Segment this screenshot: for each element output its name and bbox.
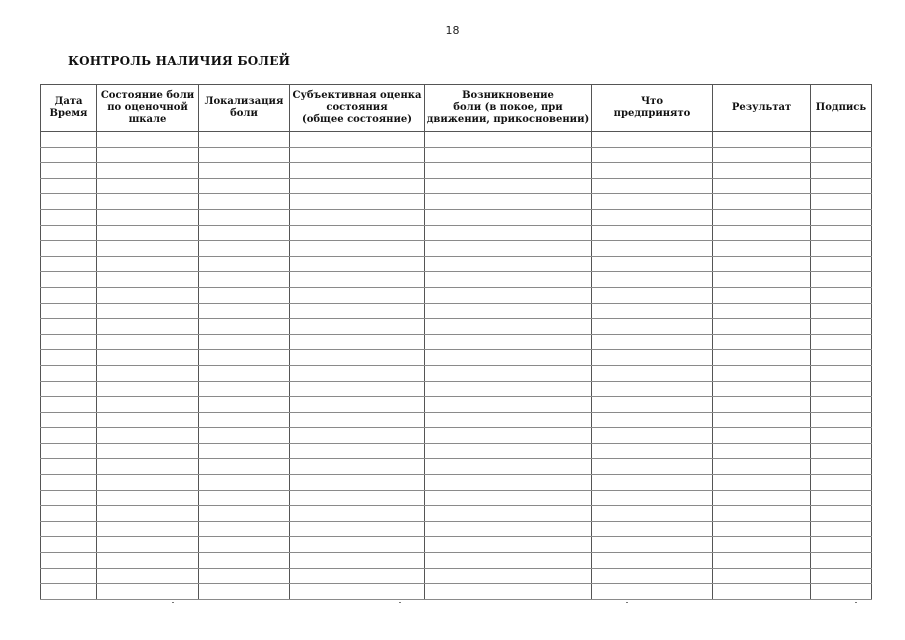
- table-cell: [425, 225, 592, 241]
- table-cell: [425, 209, 592, 225]
- table-cell: [811, 256, 872, 272]
- table-cell: [592, 381, 713, 397]
- table-cell: [592, 412, 713, 428]
- table-cell: [811, 209, 872, 225]
- column-header-result: Результат: [713, 85, 811, 132]
- table-cell: [811, 319, 872, 335]
- table-cell: [425, 256, 592, 272]
- table-cell: [425, 568, 592, 584]
- table-cell: [199, 584, 290, 600]
- table-cell: [713, 428, 811, 444]
- table-cell: [425, 241, 592, 257]
- table-cell: [290, 506, 425, 522]
- page-title: КОНТРОЛЬ НАЛИЧИЯ БОЛЕЙ: [68, 54, 291, 68]
- table-cell: [97, 272, 199, 288]
- table-cell: [41, 553, 97, 569]
- table-cell: [592, 490, 713, 506]
- table-cell: [290, 272, 425, 288]
- table-cell: [811, 303, 872, 319]
- table-cell: [290, 287, 425, 303]
- table-cell: [199, 350, 290, 366]
- table-cell: [811, 163, 872, 179]
- table-row: [41, 428, 872, 444]
- table-cell: [425, 350, 592, 366]
- table-cell: [199, 319, 290, 335]
- table-cell: [290, 568, 425, 584]
- table-cell: [592, 163, 713, 179]
- table-cell: [97, 475, 199, 491]
- table-cell: [713, 568, 811, 584]
- table-cell: [592, 475, 713, 491]
- table-cell: [97, 163, 199, 179]
- table-cell: [290, 490, 425, 506]
- table-cell: [41, 147, 97, 163]
- table-cell: [41, 194, 97, 210]
- table-cell: [811, 178, 872, 194]
- table-cell: [41, 209, 97, 225]
- table-cell: [425, 194, 592, 210]
- table-cell: [425, 303, 592, 319]
- table-cell: [199, 178, 290, 194]
- table-cell: [592, 584, 713, 600]
- table-row: [41, 584, 872, 600]
- table-cell: [41, 490, 97, 506]
- table-cell: [811, 334, 872, 350]
- table-cell: [425, 412, 592, 428]
- table-row: [41, 553, 872, 569]
- table-cell: [41, 365, 97, 381]
- table-cell: [97, 194, 199, 210]
- table-cell: [425, 584, 592, 600]
- table-cell: [811, 365, 872, 381]
- table-cell: [713, 537, 811, 553]
- table-cell: [811, 443, 872, 459]
- table-cell: [199, 256, 290, 272]
- table-cell: [592, 428, 713, 444]
- scan-mark: [399, 602, 401, 603]
- table-cell: [199, 412, 290, 428]
- table-row: [41, 132, 872, 148]
- table-cell: [425, 381, 592, 397]
- table-cell: [290, 397, 425, 413]
- table-cell: [713, 163, 811, 179]
- table-cell: [592, 287, 713, 303]
- table-cell: [425, 506, 592, 522]
- table-cell: [41, 241, 97, 257]
- table-row: [41, 459, 872, 475]
- table-cell: [41, 319, 97, 335]
- table-cell: [713, 256, 811, 272]
- table-cell: [199, 272, 290, 288]
- table-row: [41, 178, 872, 194]
- table-row: [41, 412, 872, 428]
- table-cell: [713, 241, 811, 257]
- table-cell: [592, 132, 713, 148]
- table-cell: [713, 287, 811, 303]
- table-cell: [425, 475, 592, 491]
- table-cell: [290, 256, 425, 272]
- table-cell: [41, 225, 97, 241]
- table-cell: [290, 303, 425, 319]
- table-cell: [290, 381, 425, 397]
- table-cell: [592, 209, 713, 225]
- table-cell: [199, 443, 290, 459]
- table-cell: [713, 490, 811, 506]
- table-cell: [425, 287, 592, 303]
- table-cell: [713, 303, 811, 319]
- table-cell: [592, 459, 713, 475]
- table-cell: [97, 412, 199, 428]
- table-cell: [811, 506, 872, 522]
- table-cell: [290, 147, 425, 163]
- table-cell: [713, 506, 811, 522]
- table-cell: [290, 475, 425, 491]
- table-cell: [199, 147, 290, 163]
- table-cell: [811, 537, 872, 553]
- table-cell: [811, 397, 872, 413]
- table-cell: [713, 397, 811, 413]
- table-cell: [290, 132, 425, 148]
- table-row: [41, 303, 872, 319]
- table-cell: [290, 553, 425, 569]
- table-cell: [811, 521, 872, 537]
- table-row: [41, 319, 872, 335]
- table-cell: [199, 365, 290, 381]
- table-cell: [97, 568, 199, 584]
- table-cell: [41, 475, 97, 491]
- table-cell: [811, 147, 872, 163]
- table-cell: [97, 132, 199, 148]
- table-row: [41, 365, 872, 381]
- table-cell: [199, 568, 290, 584]
- table-cell: [97, 334, 199, 350]
- table-cell: [41, 350, 97, 366]
- table-cell: [290, 209, 425, 225]
- table-row: [41, 147, 872, 163]
- scan-mark: [855, 602, 857, 603]
- table-cell: [199, 381, 290, 397]
- table-cell: [592, 334, 713, 350]
- table-cell: [199, 459, 290, 475]
- table-cell: [713, 194, 811, 210]
- table-cell: [41, 459, 97, 475]
- table-cell: [425, 178, 592, 194]
- table-cell: [41, 163, 97, 179]
- table-cell: [97, 381, 199, 397]
- table-cell: [97, 287, 199, 303]
- table-cell: [811, 459, 872, 475]
- table-cell: [425, 490, 592, 506]
- table-cell: [592, 521, 713, 537]
- table-row: [41, 256, 872, 272]
- table-cell: [290, 412, 425, 428]
- table-cell: [41, 287, 97, 303]
- table-cell: [199, 397, 290, 413]
- table-cell: [199, 334, 290, 350]
- table-cell: [41, 521, 97, 537]
- table-cell: [199, 132, 290, 148]
- table-cell: [290, 241, 425, 257]
- table-cell: [592, 553, 713, 569]
- table-cell: [199, 553, 290, 569]
- table-cell: [290, 459, 425, 475]
- table-cell: [41, 412, 97, 428]
- table-cell: [425, 397, 592, 413]
- table-cell: [199, 537, 290, 553]
- table-cell: [41, 334, 97, 350]
- table-cell: [97, 319, 199, 335]
- table-row: [41, 381, 872, 397]
- table-cell: [199, 506, 290, 522]
- table-cell: [713, 350, 811, 366]
- table-cell: [425, 334, 592, 350]
- table-cell: [713, 412, 811, 428]
- table-cell: [811, 132, 872, 148]
- table-cell: [97, 397, 199, 413]
- table-cell: [592, 241, 713, 257]
- table-cell: [97, 490, 199, 506]
- table-cell: [713, 459, 811, 475]
- table-cell: [97, 459, 199, 475]
- table-cell: [592, 178, 713, 194]
- page-number: 18: [445, 24, 460, 37]
- table-cell: [290, 443, 425, 459]
- table-row: [41, 537, 872, 553]
- table-row: [41, 568, 872, 584]
- table-row: [41, 490, 872, 506]
- table-cell: [592, 147, 713, 163]
- table-cell: [41, 584, 97, 600]
- table-cell: [41, 537, 97, 553]
- table-cell: [97, 537, 199, 553]
- table-cell: [811, 381, 872, 397]
- table-cell: [425, 147, 592, 163]
- table-cell: [41, 443, 97, 459]
- table-row: [41, 209, 872, 225]
- table-cell: [290, 163, 425, 179]
- table-cell: [592, 397, 713, 413]
- table-cell: [811, 194, 872, 210]
- table-row: [41, 287, 872, 303]
- table-cell: [41, 381, 97, 397]
- table-cell: [425, 319, 592, 335]
- table-cell: [425, 132, 592, 148]
- table-cell: [713, 443, 811, 459]
- table-cell: [41, 178, 97, 194]
- table-cell: [811, 241, 872, 257]
- table-row: [41, 350, 872, 366]
- table-cell: [41, 428, 97, 444]
- table-cell: [592, 443, 713, 459]
- table-header-row: [41, 85, 872, 132]
- table-cell: [41, 256, 97, 272]
- table-row: [41, 397, 872, 413]
- table-cell: [425, 553, 592, 569]
- column-header-subjective-assessment: Субъективная оценка состояния (общее состояние): [290, 85, 425, 132]
- table-cell: [199, 163, 290, 179]
- table-cell: [592, 225, 713, 241]
- table-cell: [290, 225, 425, 241]
- table-cell: [425, 521, 592, 537]
- table-cell: [713, 365, 811, 381]
- table-cell: [713, 147, 811, 163]
- pain-control-table: [40, 84, 872, 600]
- table-cell: [199, 521, 290, 537]
- table-cell: [41, 132, 97, 148]
- table-cell: [425, 365, 592, 381]
- table-cell: [811, 272, 872, 288]
- table-cell: [425, 537, 592, 553]
- table-row: [41, 241, 872, 257]
- table-cell: [713, 209, 811, 225]
- table-cell: [811, 287, 872, 303]
- table-cell: [713, 178, 811, 194]
- table-cell: [592, 194, 713, 210]
- table-cell: [713, 272, 811, 288]
- table-cell: [290, 194, 425, 210]
- table-cell: [713, 475, 811, 491]
- table-cell: [97, 350, 199, 366]
- table-cell: [41, 272, 97, 288]
- table-row: [41, 225, 872, 241]
- table-cell: [290, 537, 425, 553]
- table-cell: [97, 443, 199, 459]
- table-cell: [713, 132, 811, 148]
- column-header-pain-location: Локализация боли: [199, 85, 290, 132]
- table-row: [41, 163, 872, 179]
- table-cell: [713, 225, 811, 241]
- table-cell: [425, 272, 592, 288]
- table-cell: [592, 350, 713, 366]
- table-cell: [97, 365, 199, 381]
- scan-mark: [172, 602, 174, 603]
- table-cell: [425, 459, 592, 475]
- table-cell: [97, 209, 199, 225]
- table-body: [41, 132, 872, 600]
- table-cell: [811, 350, 872, 366]
- table-cell: [290, 365, 425, 381]
- table-cell: [811, 428, 872, 444]
- table-cell: [199, 194, 290, 210]
- table-cell: [713, 553, 811, 569]
- table-cell: [290, 334, 425, 350]
- table-cell: [425, 443, 592, 459]
- table-cell: [97, 147, 199, 163]
- table-cell: [592, 537, 713, 553]
- table-cell: [199, 225, 290, 241]
- table-cell: [713, 584, 811, 600]
- table-cell: [713, 319, 811, 335]
- column-header-action-taken: Что предпринято: [592, 85, 713, 132]
- column-header-pain-occurrence: Возникновение боли (в покое, при движении, прикосновении): [425, 85, 592, 132]
- table-cell: [811, 225, 872, 241]
- column-header-date-time: Дата Время: [41, 85, 97, 132]
- scan-mark: [626, 602, 628, 603]
- table-cell: [199, 303, 290, 319]
- table-row: [41, 334, 872, 350]
- table-cell: [811, 475, 872, 491]
- table-cell: [592, 319, 713, 335]
- table-cell: [290, 584, 425, 600]
- table-cell: [97, 303, 199, 319]
- table-cell: [811, 553, 872, 569]
- table-row: [41, 475, 872, 491]
- table-cell: [425, 428, 592, 444]
- table-cell: [199, 287, 290, 303]
- table-cell: [97, 256, 199, 272]
- table-cell: [97, 225, 199, 241]
- table-cell: [199, 209, 290, 225]
- table-cell: [97, 241, 199, 257]
- table-cell: [199, 490, 290, 506]
- table-row: [41, 194, 872, 210]
- table-cell: [713, 334, 811, 350]
- table-cell: [811, 584, 872, 600]
- table-row: [41, 272, 872, 288]
- table-cell: [290, 319, 425, 335]
- table-cell: [41, 303, 97, 319]
- table-cell: [41, 397, 97, 413]
- table-cell: [199, 241, 290, 257]
- table-cell: [41, 506, 97, 522]
- table-cell: [425, 163, 592, 179]
- table-cell: [97, 428, 199, 444]
- table-cell: [592, 568, 713, 584]
- table-cell: [199, 475, 290, 491]
- table-cell: [290, 521, 425, 537]
- table-cell: [811, 490, 872, 506]
- table-cell: [811, 568, 872, 584]
- column-header-signature: Подпись: [811, 85, 872, 132]
- table-row: [41, 521, 872, 537]
- table-cell: [290, 178, 425, 194]
- table-cell: [41, 568, 97, 584]
- table-cell: [290, 428, 425, 444]
- table-cell: [97, 178, 199, 194]
- table-cell: [592, 272, 713, 288]
- table-cell: [97, 584, 199, 600]
- table-cell: [592, 365, 713, 381]
- table-cell: [592, 303, 713, 319]
- table-cell: [592, 506, 713, 522]
- column-header-pain-scale: Состояние боли по оценочной шкале: [97, 85, 199, 132]
- table-row: [41, 506, 872, 522]
- table-cell: [97, 506, 199, 522]
- table-cell: [290, 350, 425, 366]
- table-cell: [713, 521, 811, 537]
- table-cell: [811, 412, 872, 428]
- table-cell: [713, 381, 811, 397]
- table-cell: [199, 428, 290, 444]
- table-cell: [592, 256, 713, 272]
- table-cell: [97, 553, 199, 569]
- table-row: [41, 443, 872, 459]
- table-cell: [97, 521, 199, 537]
